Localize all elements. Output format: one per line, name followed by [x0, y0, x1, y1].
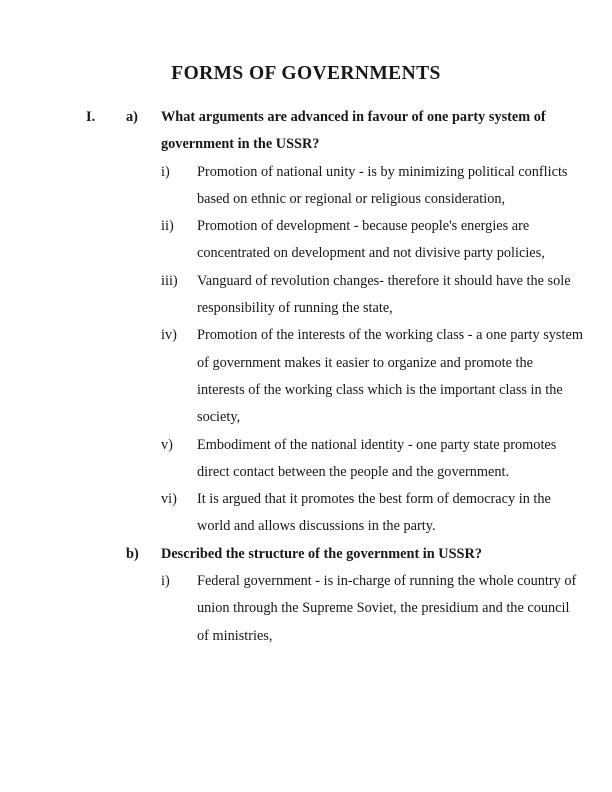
text-line [0, 350, 612, 377]
text-line [0, 595, 612, 622]
text-line [0, 268, 612, 295]
text-line [0, 104, 612, 131]
part-prompt-line: government in the USSR? [161, 136, 320, 153]
text-line [0, 568, 612, 595]
item-text-line: Promotion of the interests of the working class - a one party system [197, 327, 583, 344]
item-text-line: Federal government - is in-charge of running the whole country of [197, 573, 577, 590]
item-text-line: based on ethnic or regional or religious consideration, [197, 190, 506, 207]
text-line [0, 486, 612, 513]
part-prompt-line: What arguments are advanced in favour of one party system of [161, 109, 546, 125]
item-text-line: Promotion of development - because people's energies are [197, 218, 530, 235]
item-marker: ii) [161, 218, 174, 235]
item-marker: iv) [161, 327, 177, 344]
text-line [0, 432, 612, 459]
text-line [0, 623, 612, 650]
item-text-line: of government makes it easier to organize and promote the [197, 354, 533, 371]
item-text-line: world and allows discussions in the party. [197, 518, 436, 535]
text-line [0, 377, 612, 404]
item-marker: i) [161, 163, 170, 180]
text-line [0, 213, 612, 240]
text-line [0, 131, 612, 158]
item-text-line: interests of the working class which is the important class in the [197, 381, 563, 398]
item-text-line: society, [197, 409, 241, 426]
item-marker: v) [161, 436, 173, 453]
item-marker: vi) [161, 491, 177, 508]
item-text-line: union through the Supreme Soviet, the presidium and the council [197, 600, 570, 617]
item-text-line: It is argued that it promotes the best form of democracy in the [197, 491, 551, 508]
item-text-line: Promotion of national unity - is by minimizing political conflicts [197, 163, 568, 180]
text-line [0, 186, 612, 213]
question-number: I. [86, 109, 96, 125]
part-prompt-line: Described the structure of the government in USSR? [161, 545, 482, 562]
document-body [0, 104, 612, 650]
item-text-line: concentrated on development and not divisive party policies, [197, 245, 545, 262]
text-line [0, 295, 612, 322]
text-line [0, 159, 612, 186]
part-label-a: a) [126, 109, 138, 125]
item-text-line: direct contact between the people and the government. [197, 463, 510, 480]
item-text-line: of ministries, [197, 627, 273, 644]
item-text-line: Vanguard of revolution changes- therefore it should have the sole [197, 272, 571, 289]
page-title: FORMS OF GOVERNMENTS [171, 63, 441, 84]
text-line [0, 541, 612, 568]
text-line [0, 459, 612, 486]
text-line [0, 404, 612, 431]
item-marker: iii) [161, 272, 178, 289]
item-marker: i) [161, 573, 170, 590]
text-line [0, 513, 612, 540]
text-line [0, 322, 612, 349]
item-text-line: Embodiment of the national identity - one party state promotes [197, 436, 557, 453]
item-text-line: responsibility of running the state, [197, 300, 393, 317]
part-label-b: b) [126, 545, 139, 562]
text-line [0, 240, 612, 267]
